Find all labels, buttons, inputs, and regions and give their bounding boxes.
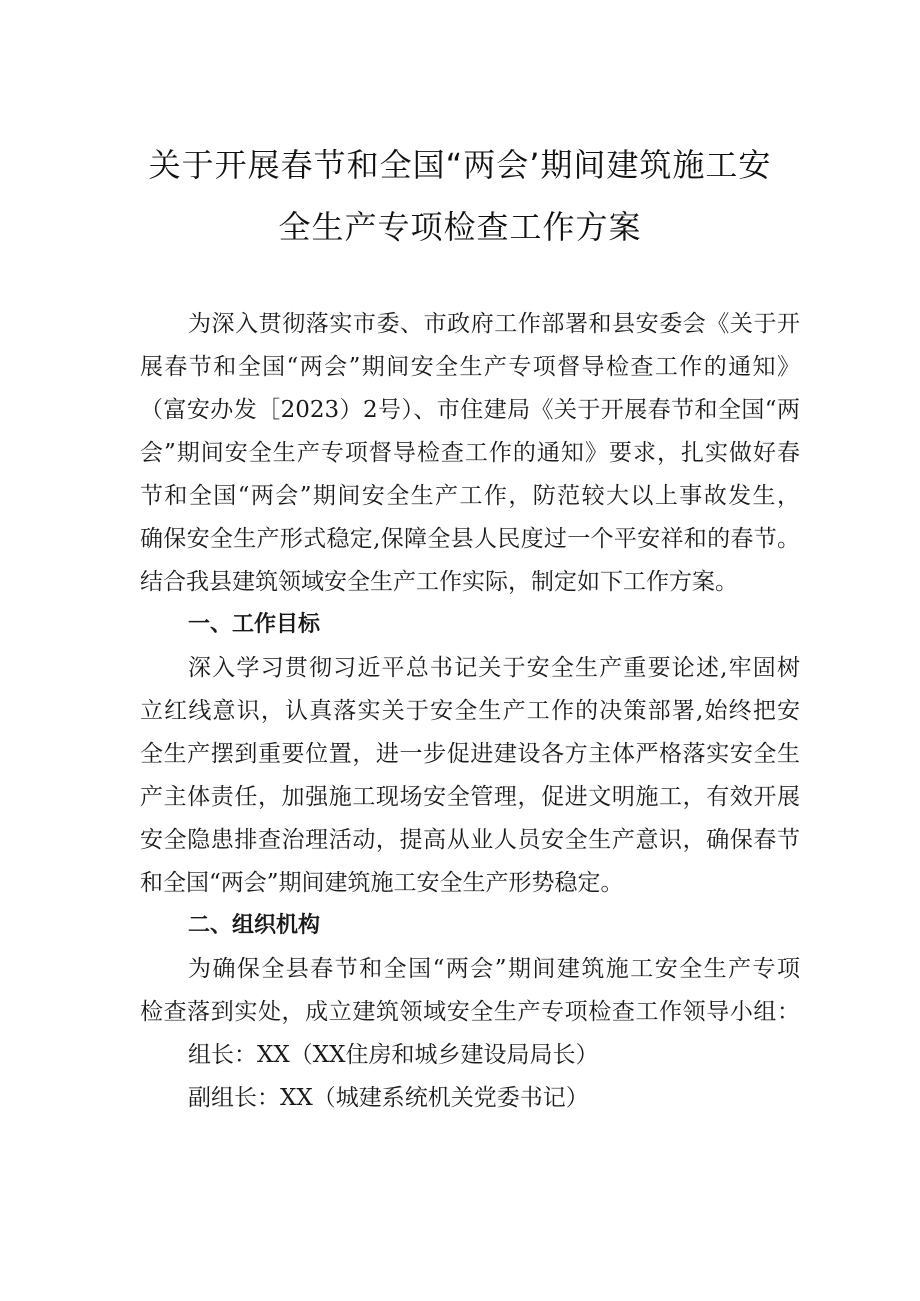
section1-line: 和全国“两会”期间建筑施工安全生产形势稳定。 [140,870,624,896]
intro-line: 为深入贯彻落实市委、市政府工作部署和县安委会《关于开 [188,311,800,337]
intro-line: 会”期间安全生产专项督导检查工作的通知》要求，扎实做好春 [140,440,800,466]
intro-line: 结合我县建筑领域安全生产工作实际，制定如下工作方案。 [140,569,738,595]
document-title-line-1: 关于开展春节和全国“两会’期间建筑施工安 [148,146,772,184]
intro-line: （富安办发［2023）2号）、市住建局《关于开展春节和全国“两 [140,397,800,423]
section-heading-organization: 二、组织机构 [188,913,321,938]
deputy-leader-line: 副组长：XX（城建系统机关党委书记） [188,1085,589,1111]
intro-line: 展春节和全国“两会”期间安全生产专项督导检查工作的通知》 [140,354,800,380]
section1-line: 安全隐患排查治理活动，提高从业人员安全生产意识，确保春节 [140,827,800,853]
section2-line: 检查落到实处，成立建筑领域安全生产专项检查工作领导小组： [140,999,800,1025]
section-heading-goals: 一、工作目标 [188,612,321,637]
intro-line: 确保安全生产形式稳定,保障全县人民度过一个平安祥和的春节。 [140,526,800,552]
section1-line: 深入学习贯彻习近平总书记关于安全生产重要论述,牢固树 [188,655,800,681]
document-title-line-2: 全生产专项检查工作方案 [278,208,642,246]
section1-line: 产主体责任，加强施工现场安全管理，促进文明施工，有效开展 [140,784,800,810]
section2-line: 为确保全县春节和全国“两会”期间建筑施工安全生产专项 [188,956,800,982]
leader-line: 组长：XX（XX住房和城乡建设局局长） [188,1042,599,1068]
intro-line: 节和全国“两会”期间安全生产工作，防范较大以上事故发生， [140,483,800,509]
section1-line: 立红线意识，认真落实关于安全生产工作的决策部署,始终把安 [140,698,800,724]
section1-line: 全生产摆到重要位置，进一步促进建设各方主体严格落实安全生 [140,741,800,767]
